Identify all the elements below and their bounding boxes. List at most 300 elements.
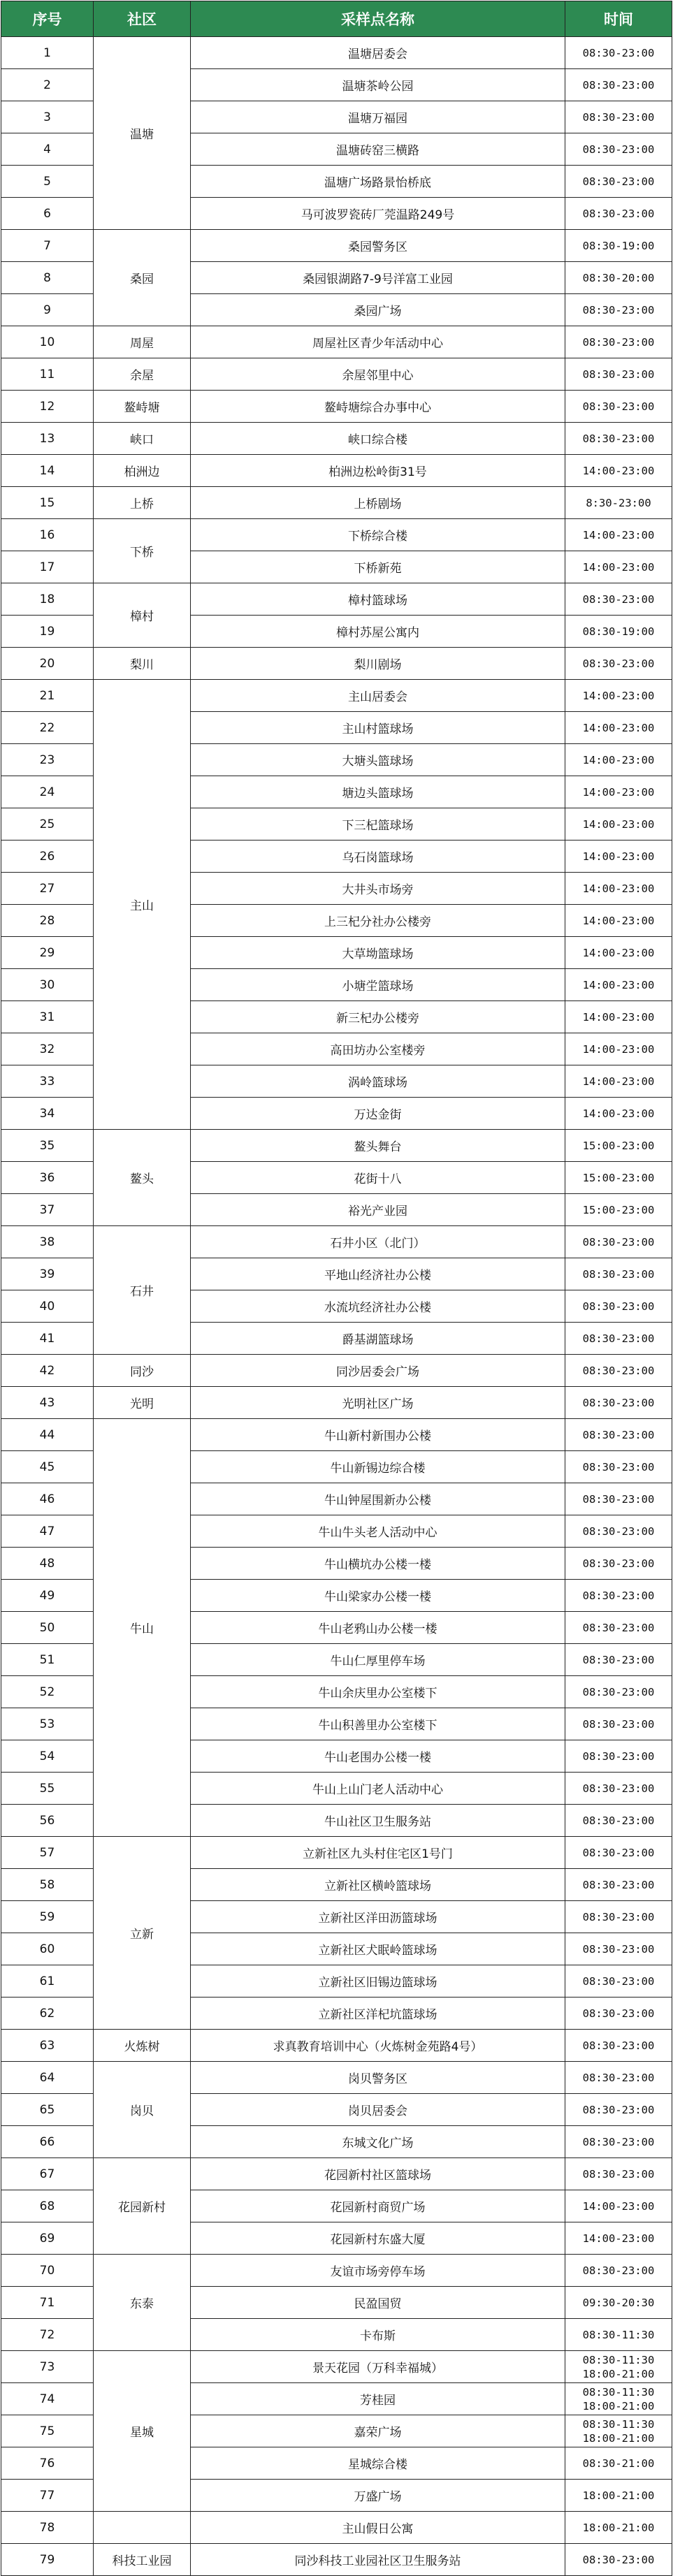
time-cell [565, 744, 672, 776]
time-slot: 08:30-23:00 [582, 2553, 655, 2566]
header-row [1, 1, 672, 37]
time-slot: 18:00-21:00 [582, 2367, 655, 2380]
row-number: 70 [1, 2255, 94, 2287]
row-number: 32 [1, 1033, 94, 1065]
time-slot: 14:00-23:00 [582, 1042, 655, 1056]
time-cell [565, 1483, 672, 1515]
community-cell: 石井 [94, 1226, 191, 1355]
site-name: 花园新村商贸广场 [191, 2190, 565, 2222]
site-name: 牛山钟屋围新办公楼 [191, 1483, 565, 1515]
time-slot: 08:30-23:00 [582, 1589, 655, 1602]
time-slot: 08:30-23:00 [582, 207, 655, 220]
row-number: 47 [1, 1515, 94, 1548]
site-name: 大井头市场旁 [191, 873, 565, 905]
time-cell [565, 1226, 672, 1258]
site-name: 温塘茶岭公园 [191, 69, 565, 101]
site-name: 牛山新村新围办公楼 [191, 1419, 565, 1451]
row-number: 37 [1, 1194, 94, 1226]
time-cell [565, 198, 672, 230]
time-slot: 08:30-23:00 [582, 1974, 655, 1988]
time-slot: 08:30-23:00 [582, 1749, 655, 1763]
time-cell [565, 616, 672, 648]
community-cell: 梨川 [94, 648, 191, 680]
row-number: 65 [1, 2094, 94, 2126]
site-name: 爵基湖篮球场 [191, 1323, 565, 1355]
row-number: 35 [1, 1130, 94, 1162]
time-cell [565, 326, 672, 358]
site-name: 石井小区（北门） [191, 1226, 565, 1258]
site-name: 新三杞办公楼旁 [191, 1001, 565, 1033]
time-slot: 14:00-23:00 [582, 528, 655, 541]
row-number: 29 [1, 937, 94, 969]
time-slot: 08:30-23:00 [582, 1267, 655, 1281]
site-name: 牛山梁家办公楼一楼 [191, 1580, 565, 1612]
time-cell [565, 1451, 672, 1483]
table-row [1, 2030, 672, 2062]
time-cell [565, 1098, 672, 1130]
table-row [1, 2544, 672, 2576]
community-cell: 鳌头 [94, 1130, 191, 1226]
time-cell [565, 2512, 672, 2544]
row-number: 10 [1, 326, 94, 358]
time-slot: 15:00-23:00 [582, 1139, 655, 1152]
row-number: 3 [1, 101, 94, 133]
time-cell [565, 1612, 672, 1644]
time-cell [565, 2222, 672, 2255]
sampling-sites-table [1, 1, 672, 2576]
site-name: 岗贝居委会 [191, 2094, 565, 2126]
row-number: 21 [1, 680, 94, 712]
time-cell [565, 487, 672, 519]
row-number: 63 [1, 2030, 94, 2062]
time-slot: 08:30-23:00 [582, 1910, 655, 1923]
time-slot: 08:30-23:00 [582, 1364, 655, 1377]
row-number: 41 [1, 1323, 94, 1355]
community-cell: 上桥 [94, 487, 191, 519]
time-cell [565, 1323, 672, 1355]
time-cell [565, 905, 672, 937]
time-cell [565, 2126, 672, 2158]
row-number: 68 [1, 2190, 94, 2222]
time-slot: 08:30-11:30 [582, 2417, 655, 2431]
header-time: 时间 [565, 1, 672, 37]
community-cell: 峡口 [94, 423, 191, 455]
row-number: 36 [1, 1162, 94, 1194]
site-name: 下桥综合楼 [191, 519, 565, 551]
row-number: 57 [1, 1837, 94, 1869]
time-slot: 08:30-23:00 [582, 592, 655, 606]
table-row [1, 326, 672, 358]
community-cell: 下桥 [94, 519, 191, 583]
time-slot: 08:30-23:00 [582, 1621, 655, 1634]
site-name: 主山村篮球场 [191, 712, 565, 744]
row-number: 76 [1, 2447, 94, 2480]
community-cell: 东泰 [94, 2255, 191, 2351]
table-row [1, 2158, 672, 2190]
row-number: 8 [1, 262, 94, 294]
time-cell [565, 1387, 672, 1419]
site-name: 主山假日公寓 [191, 2512, 565, 2544]
table-header [1, 1, 672, 37]
time-cell [565, 1676, 672, 1708]
time-slot: 08:30-11:30 [582, 2353, 655, 2366]
time-cell [565, 551, 672, 583]
row-number: 67 [1, 2158, 94, 2190]
site-name: 温塘居委会 [191, 37, 565, 69]
time-slot: 08:30-23:00 [582, 2071, 655, 2084]
time-cell [565, 358, 672, 391]
row-number: 75 [1, 2415, 94, 2447]
time-cell [565, 1001, 672, 1033]
table-row [1, 2255, 672, 2287]
time-slot: 14:00-23:00 [582, 721, 655, 734]
row-number: 52 [1, 1676, 94, 1708]
time-cell [565, 1065, 672, 1098]
row-number: 15 [1, 487, 94, 519]
time-cell [565, 2287, 672, 2319]
site-name: 高田坊办公室楼旁 [191, 1033, 565, 1065]
time-cell [565, 2158, 672, 2190]
site-name: 余屋邻里中心 [191, 358, 565, 391]
row-number: 18 [1, 583, 94, 616]
site-name: 卡布斯 [191, 2319, 565, 2351]
table-row [1, 1130, 672, 1162]
time-slot: 08:30-23:00 [582, 1685, 655, 1698]
time-cell [565, 1548, 672, 1580]
row-number: 44 [1, 1419, 94, 1451]
time-slot: 08:30-23:00 [582, 1717, 655, 1731]
time-slot: 08:30-23:00 [582, 1332, 655, 1345]
time-cell [565, 1419, 672, 1451]
time-cell [565, 2255, 672, 2287]
row-number: 46 [1, 1483, 94, 1515]
time-slot: 8:30-23:00 [586, 496, 651, 509]
time-cell [565, 2319, 672, 2351]
site-name: 小塘坣篮球场 [191, 969, 565, 1001]
row-number: 23 [1, 744, 94, 776]
time-slot: 14:00-23:00 [582, 978, 655, 991]
time-cell [565, 969, 672, 1001]
time-slot: 08:30-19:00 [582, 625, 655, 638]
table-row [1, 37, 672, 69]
time-cell [565, 423, 672, 455]
time-cell [565, 1773, 672, 1805]
row-number: 66 [1, 2126, 94, 2158]
time-slot: 08:30-23:00 [582, 46, 655, 59]
table-row [1, 1226, 672, 1258]
site-name: 水流坑经济社办公楼 [191, 1290, 565, 1323]
time-cell [565, 1644, 672, 1676]
site-name: 牛山牛头老人活动中心 [191, 1515, 565, 1548]
time-slot: 08:30-23:00 [582, 1300, 655, 1313]
row-number: 38 [1, 1226, 94, 1258]
time-cell [565, 1194, 672, 1226]
row-number: 24 [1, 776, 94, 808]
row-number: 33 [1, 1065, 94, 1098]
site-name: 岗贝警务区 [191, 2062, 565, 2094]
site-name: 立新社区洋田沥篮球场 [191, 1901, 565, 1933]
table-row [1, 1387, 672, 1419]
table-row [1, 648, 672, 680]
time-slot: 08:30-23:00 [582, 1653, 655, 1666]
site-name: 鳌头舞台 [191, 1130, 565, 1162]
time-cell [565, 262, 672, 294]
time-slot: 08:30-19:00 [582, 239, 655, 252]
time-slot: 08:30-23:00 [582, 1235, 655, 1249]
time-slot: 14:00-23:00 [582, 914, 655, 927]
time-cell [565, 519, 672, 551]
row-number: 62 [1, 1998, 94, 2030]
row-number: 31 [1, 1001, 94, 1033]
time-cell [565, 2190, 672, 2222]
site-name: 嘉荣广场 [191, 2415, 565, 2447]
table-row [1, 2062, 672, 2094]
site-name: 涡岭篮球场 [191, 1065, 565, 1098]
time-cell [565, 1805, 672, 1837]
row-number: 22 [1, 712, 94, 744]
site-name: 民盈国贸 [191, 2287, 565, 2319]
row-number: 60 [1, 1933, 94, 1965]
table-row [1, 2512, 672, 2544]
community-cell: 周屋 [94, 326, 191, 358]
row-number: 2 [1, 69, 94, 101]
row-number: 6 [1, 198, 94, 230]
time-slot: 08:30-23:00 [582, 1782, 655, 1795]
time-slot: 08:30-23:00 [582, 1814, 655, 1827]
time-cell [565, 455, 672, 487]
site-name: 樟村苏屋公寓内 [191, 616, 565, 648]
time-cell [565, 1998, 672, 2030]
time-slot: 18:00-21:00 [582, 2431, 655, 2445]
time-slot: 08:30-23:00 [582, 432, 655, 445]
table-row [1, 423, 672, 455]
time-cell [565, 1258, 672, 1290]
row-number: 17 [1, 551, 94, 583]
site-name: 花园新村社区篮球场 [191, 2158, 565, 2190]
site-name: 上三杞分社办公楼旁 [191, 905, 565, 937]
site-name: 万盛广场 [191, 2480, 565, 2512]
row-number: 13 [1, 423, 94, 455]
time-cell [565, 680, 672, 712]
table-row [1, 1355, 672, 1387]
row-number: 73 [1, 2351, 94, 2383]
time-cell [565, 1708, 672, 1740]
site-name: 峡口综合楼 [191, 423, 565, 455]
site-name: 下桥新苑 [191, 551, 565, 583]
time-cell [565, 2062, 672, 2094]
community-cell: 光明 [94, 1387, 191, 1419]
row-number: 20 [1, 648, 94, 680]
time-slot: 08:30-23:00 [582, 1557, 655, 1570]
time-slot: 08:30-23:00 [582, 335, 655, 349]
time-cell [565, 294, 672, 326]
site-name: 立新社区九头村住宅区1号门 [191, 1837, 565, 1869]
site-name: 东城文化广场 [191, 2126, 565, 2158]
row-number: 19 [1, 616, 94, 648]
row-number: 43 [1, 1387, 94, 1419]
time-cell [565, 937, 672, 969]
time-slot: 08:30-23:00 [582, 400, 655, 413]
time-slot: 08:30-23:00 [582, 303, 655, 316]
table-row [1, 358, 672, 391]
time-slot: 08:30-23:00 [582, 2264, 655, 2277]
site-name: 温塘砖窑三横路 [191, 133, 565, 166]
row-number: 74 [1, 2383, 94, 2415]
row-number: 78 [1, 2512, 94, 2544]
time-cell [565, 1869, 672, 1901]
site-name: 友谊市场旁停车场 [191, 2255, 565, 2287]
time-slot: 08:30-23:00 [582, 1942, 655, 1956]
time-slot: 08:30-23:00 [582, 110, 655, 124]
site-name: 同沙居委会广场 [191, 1355, 565, 1387]
time-cell [565, 1033, 672, 1065]
time-cell [565, 841, 672, 873]
time-slot: 14:00-23:00 [582, 817, 655, 831]
time-slot: 18:00-21:00 [582, 2521, 655, 2534]
site-name: 周屋社区青少年活动中心 [191, 326, 565, 358]
time-slot: 08:30-23:00 [582, 2039, 655, 2052]
time-cell [565, 133, 672, 166]
time-slot: 14:00-23:00 [582, 464, 655, 477]
community-cell: 柏洲边 [94, 455, 191, 487]
row-number: 27 [1, 873, 94, 905]
time-slot: 08:30-23:00 [582, 1878, 655, 1891]
site-name: 马可波罗瓷砖厂莞温路249号 [191, 198, 565, 230]
time-cell [565, 873, 672, 905]
row-number: 14 [1, 455, 94, 487]
site-name: 牛山上山门老人活动中心 [191, 1773, 565, 1805]
row-number: 71 [1, 2287, 94, 2319]
time-slot: 08:30-23:00 [582, 1460, 655, 1473]
site-name: 塘边头篮球场 [191, 776, 565, 808]
row-number: 48 [1, 1548, 94, 1580]
community-cell: 温塘 [94, 37, 191, 230]
row-number: 26 [1, 841, 94, 873]
time-slot: 08:30-23:00 [582, 1428, 655, 1441]
community-cell: 牛山 [94, 1419, 191, 1837]
site-name: 大塘头篮球场 [191, 744, 565, 776]
time-slot: 15:00-23:00 [582, 1203, 655, 1216]
community-cell: 立新 [94, 1837, 191, 2030]
time-cell [565, 1933, 672, 1965]
row-number: 79 [1, 2544, 94, 2576]
site-name: 鳌峙塘综合办事中心 [191, 391, 565, 423]
site-name: 平地山经济社办公楼 [191, 1258, 565, 1290]
time-slot: 14:00-23:00 [582, 785, 655, 799]
time-cell [565, 1837, 672, 1869]
row-number: 9 [1, 294, 94, 326]
time-slot: 18:00-21:00 [582, 2399, 655, 2413]
table-row [1, 519, 672, 551]
row-number: 42 [1, 1355, 94, 1387]
site-name: 立新社区洋杞坑篮球场 [191, 1998, 565, 2030]
row-number: 55 [1, 1773, 94, 1805]
time-cell [565, 1740, 672, 1773]
time-slot: 08:30-23:00 [582, 1492, 655, 1506]
time-cell [565, 808, 672, 841]
site-name: 花园新村东盛大厦 [191, 2222, 565, 2255]
row-number: 28 [1, 905, 94, 937]
table-row [1, 583, 672, 616]
site-name: 桑园广场 [191, 294, 565, 326]
time-slot: 18:00-21:00 [582, 2489, 655, 2502]
time-cell [565, 1162, 672, 1194]
time-slot: 09:30-20:30 [582, 2296, 655, 2309]
site-name: 桑园警务区 [191, 230, 565, 262]
site-name: 光明社区广场 [191, 1387, 565, 1419]
time-cell [565, 583, 672, 616]
time-cell [565, 2030, 672, 2062]
time-slot: 14:00-23:00 [582, 2199, 655, 2213]
time-cell [565, 1355, 672, 1387]
time-slot: 14:00-23:00 [582, 689, 655, 702]
time-slot: 14:00-23:00 [582, 850, 655, 863]
time-cell [565, 166, 672, 198]
row-number: 53 [1, 1708, 94, 1740]
time-cell [565, 2351, 672, 2383]
time-slot: 14:00-23:00 [582, 1107, 655, 1120]
community-cell: 岗贝 [94, 2062, 191, 2158]
site-name: 景天花园（万科幸福城） [191, 2351, 565, 2383]
row-number: 40 [1, 1290, 94, 1323]
row-number: 7 [1, 230, 94, 262]
time-cell [565, 776, 672, 808]
header-community: 社区 [94, 1, 191, 37]
time-cell [565, 1515, 672, 1548]
row-number: 12 [1, 391, 94, 423]
site-name: 牛山社区卫生服务站 [191, 1805, 565, 1837]
site-name: 樟村篮球场 [191, 583, 565, 616]
time-cell [565, 2544, 672, 2576]
site-name: 立新社区旧锡边篮球场 [191, 1965, 565, 1998]
site-name: 裕光产业园 [191, 1194, 565, 1226]
site-name: 立新社区犬眠岭篮球场 [191, 1933, 565, 1965]
row-number: 16 [1, 519, 94, 551]
site-name: 万达金街 [191, 1098, 565, 1130]
community-cell: 花园新村 [94, 2158, 191, 2255]
row-number: 45 [1, 1451, 94, 1483]
row-number: 64 [1, 2062, 94, 2094]
table-row [1, 487, 672, 519]
time-cell [565, 712, 672, 744]
row-number: 25 [1, 808, 94, 841]
site-name: 花街十八 [191, 1162, 565, 1194]
site-name: 牛山老鸦山办公楼一楼 [191, 1612, 565, 1644]
site-name: 星城综合楼 [191, 2447, 565, 2480]
time-slot: 08:30-23:00 [582, 368, 655, 381]
time-cell [565, 391, 672, 423]
time-slot: 08:30-23:00 [582, 657, 655, 670]
community-cell: 主山 [94, 680, 191, 1130]
site-name: 牛山新锡边综合楼 [191, 1451, 565, 1483]
time-slot: 14:00-23:00 [582, 946, 655, 959]
row-number: 54 [1, 1740, 94, 1773]
time-slot: 08:30-20:00 [582, 271, 655, 284]
table-row [1, 1419, 672, 1451]
time-cell [565, 2383, 672, 2415]
table-body [1, 37, 672, 2576]
time-slot: 14:00-23:00 [582, 1010, 655, 1024]
row-number: 61 [1, 1965, 94, 1998]
time-slot: 14:00-23:00 [582, 2232, 655, 2245]
time-cell [565, 230, 672, 262]
row-number: 1 [1, 37, 94, 69]
row-number: 50 [1, 1612, 94, 1644]
time-cell [565, 1580, 672, 1612]
time-cell [565, 37, 672, 69]
community-cell: 樟村 [94, 583, 191, 648]
community-cell: 科技工业园 [94, 2544, 191, 2576]
